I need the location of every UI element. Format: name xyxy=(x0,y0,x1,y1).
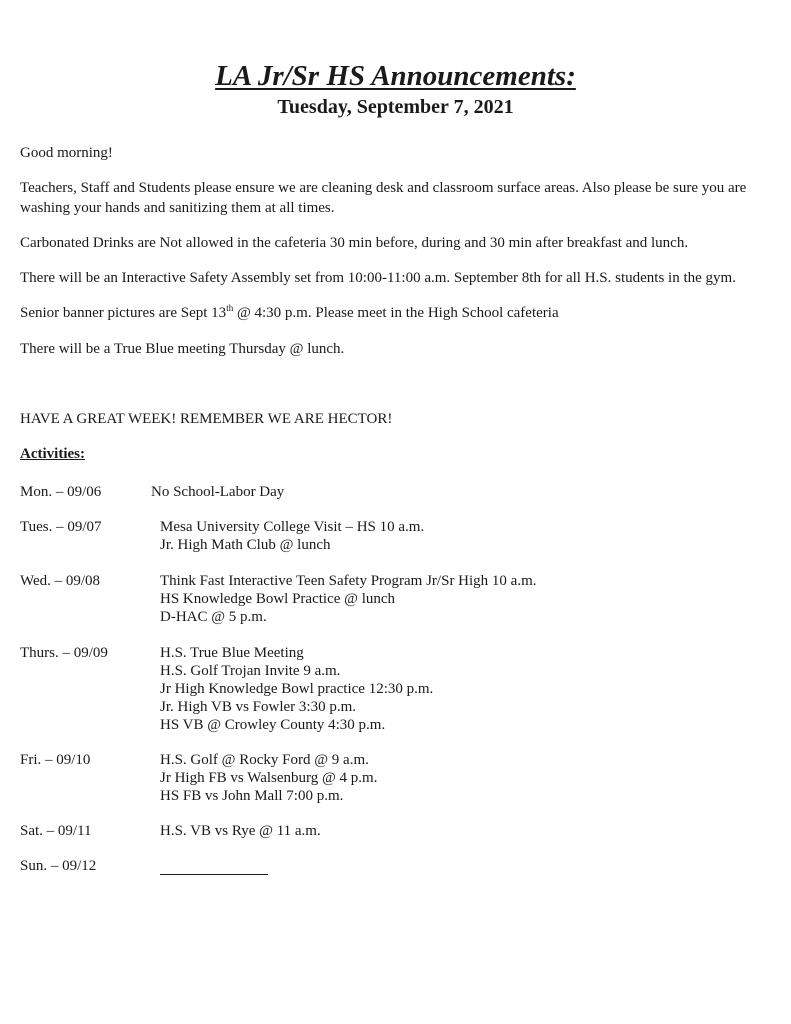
activity-event: Mesa University College Visit – HS 10 a.m. xyxy=(160,519,425,535)
assembly-announcement: There will be an Interactive Safety Assembly set from 10:00-11:00 a.m. September 8th for all H.S. students in the gym. xyxy=(20,270,736,286)
activity-day-events xyxy=(160,572,537,626)
activity-event: H.S. Golf @ Rocky Ford @ 9 a.m. xyxy=(160,752,369,768)
page-title: LA Jr/Sr HS Announcements: xyxy=(215,60,576,92)
activity-event: Jr High Knowledge Bowl practice 12:30 p.m. xyxy=(160,681,434,697)
activity-day-label: Tues. – 09/07 xyxy=(20,519,102,535)
activity-day-label: Mon. – 09/06 xyxy=(20,484,102,500)
page-date: Tuesday, September 7, 2021 xyxy=(277,96,514,118)
activity-event: Jr High FB vs Walsenburg @ 4 p.m. xyxy=(160,770,378,786)
true-blue-announcement: There will be a True Blue meeting Thursday @ lunch. xyxy=(20,341,345,357)
activity-day-label: Thurs. – 09/09 xyxy=(20,645,108,661)
activity-day-label: Sat. – 09/11 xyxy=(20,823,92,839)
activity-day-events xyxy=(160,751,377,805)
drinks-announcement: Carbonated Drinks are Not allowed in the cafeteria 30 min before, during and 30 min after breakfast and lunch. xyxy=(20,235,689,251)
closing-message: HAVE A GREAT WEEK! REMEMBER WE ARE HECTOR! xyxy=(20,411,393,427)
activity-day-events xyxy=(160,518,424,554)
activity-day-events xyxy=(160,644,433,734)
activity-event: H.S. True Blue Meeting xyxy=(160,645,304,661)
banner-text-end: @ 4:30 p.m. Please meet in the High School cafeteria xyxy=(233,305,559,321)
activity-event: HS VB @ Crowley County 4:30 p.m. xyxy=(160,717,386,733)
banner-ordinal-suffix: th xyxy=(226,303,234,313)
banner-announcement xyxy=(20,303,780,323)
activity-event: No School-Labor Day xyxy=(151,484,285,500)
activity-day-label: Wed. – 09/08 xyxy=(20,573,101,589)
activity-day-events xyxy=(151,483,284,501)
activity-event: Jr. High Math Club @ lunch xyxy=(160,537,331,553)
cleaning-announcement-line-1: Teachers, Staff and Students please ensure we are cleaning desk and classroom surface areas. Also please be sure you are xyxy=(20,180,747,196)
activity-event: Jr. High VB vs Fowler 3:30 p.m. xyxy=(160,699,356,715)
activity-event: Think Fast Interactive Teen Safety Program Jr/Sr High 10 a.m. xyxy=(160,573,537,589)
activity-day-label: Sun. – 09/12 xyxy=(20,858,97,874)
greeting-text: Good morning! xyxy=(20,145,113,161)
activity-event: H.S. Golf Trojan Invite 9 a.m. xyxy=(160,663,341,679)
activities-heading: Activities: xyxy=(20,446,85,462)
cleaning-announcement-line-2: washing your hands and sanitizing them at all times. xyxy=(20,200,335,216)
activity-event: HS FB vs John Mall 7:00 p.m. xyxy=(160,788,344,804)
activity-event: HS Knowledge Bowl Practice @ lunch xyxy=(160,591,396,607)
activity-event: H.S. VB vs Rye @ 11 a.m. xyxy=(160,823,321,839)
activity-day-events xyxy=(160,822,321,840)
activity-event: D-HAC @ 5 p.m. xyxy=(160,609,267,625)
banner-text-start: Senior banner pictures are Sept 13 xyxy=(20,305,227,321)
activity-day-label: Fri. – 09/10 xyxy=(20,752,91,768)
blank-entry-line xyxy=(160,874,268,875)
